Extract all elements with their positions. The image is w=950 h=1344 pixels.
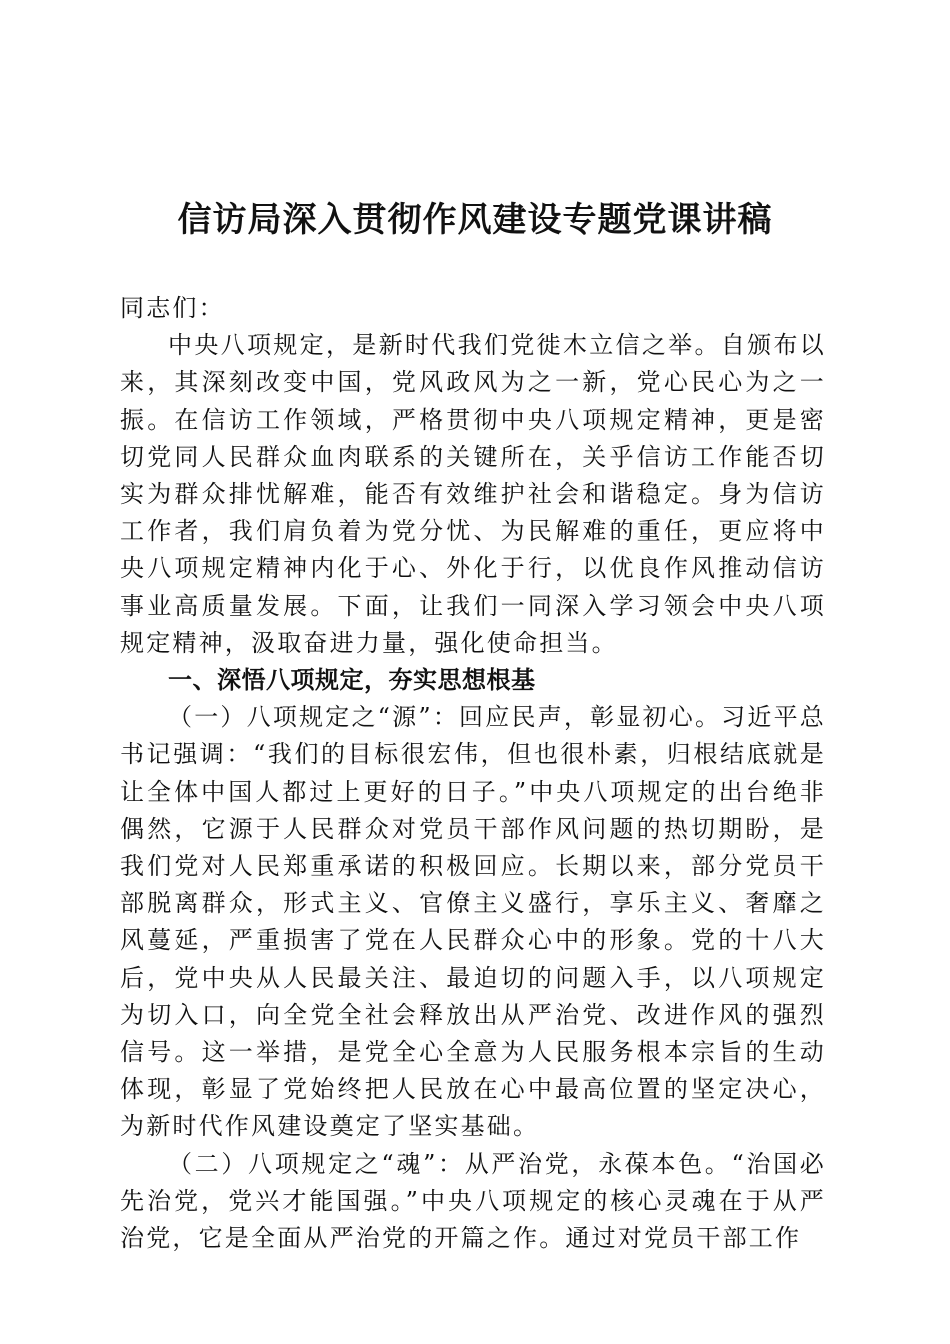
- intro-paragraph: 中央八项规定，是新时代我们党徙木立信之举。自颁布以来，其深刻改变中国，党风政风为之一新，党心民心为之一振。在信访工作领域，严格贯彻中央八项规定精神，更是密切党同人民群众血肉联系的关键所在，关乎信访工作能否切实为群众排忧解难，能否有效维护社会和谐稳定。身为信访工作者，我们肩负着为党分忧、为民解难的重任，更应将中央八项规定精神内化于心、外化于行，以优良作风推动信访事业高质量发展。下面，让我们一同深入学习领会中央八项规定精神，汲取奋进力量，强化使命担当。: [120, 331, 826, 657]
- document-title: 信访局深入贯彻作风建设专题党课讲稿: [177, 200, 773, 240]
- document-body: [120, 290, 826, 1257]
- section1-paragraph-1: （一）八项规定之“源”：回应民声，彰显初心。习近平总书记强调：“我们的目标很宏伟，但也很朴素，归根结底就是让全体中国人都过上更好的日子。”中央八项规定的出台绝非偶然，它源于人民群众对党员干部作风问题的热切期盼，是我们党对人民郑重承诺的积极回应。长期以来，部分党员干部脱离群众，形式主义、官僚主义盛行，享乐主义、奢靡之风蔓延，严重损害了党在人民群众心中的形象。党的十八大后，党中央从人民最关注、最迫切的问题入手，以八项规定为切入口，向全党全社会释放出从严治党、改进作风的强烈信号。这一举措，是党全心全意为人民服务根本宗旨的生动体现，彰显了党始终把人民放在心中最高位置的坚定决心，为新时代作风建设奠定了坚实基础。: [120, 703, 826, 1141]
- section-heading-1: 一、深悟八项规定，夯实思想根基: [168, 666, 536, 695]
- salutation: 同志们：: [120, 294, 225, 322]
- section1-paragraph-2: （二）八项规定之“魂”：从严治党，永葆本色。“治国必先治党，党兴才能国强。”中央八项规定的核心灵魂在于从严治党，它是全面从严治党的开篇之作。通过对党员干部工作: [120, 1149, 826, 1253]
